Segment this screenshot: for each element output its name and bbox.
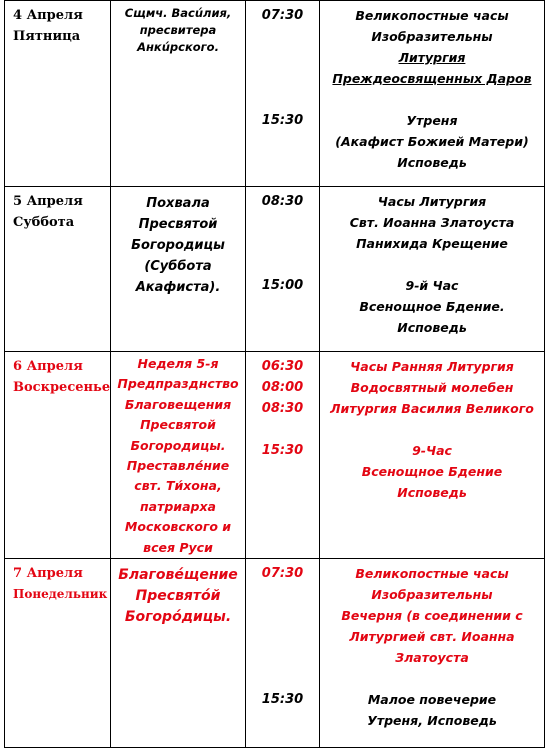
date-label: 6 Апреля xyxy=(13,359,83,374)
saint-cell xyxy=(111,1,246,187)
saint-line: Богоро́дицы. xyxy=(124,609,232,626)
time-value: 15:00 xyxy=(261,278,304,293)
date-label: 4 Апреля xyxy=(13,8,83,23)
services-cell xyxy=(320,187,545,352)
service-line: 9-Час xyxy=(412,443,452,458)
saint-line: пресвитера xyxy=(139,23,217,37)
saint-line: Сщмч. Васúлия, xyxy=(124,6,232,20)
saint-line: Благове́щение xyxy=(118,567,238,584)
saint-line: всея Руси xyxy=(143,539,213,555)
saint-line: Богородицы xyxy=(131,238,225,253)
service-line-underlined: Литургия xyxy=(398,50,466,65)
saint-cell xyxy=(111,559,246,748)
service-line: Утреня xyxy=(406,113,458,128)
saint-line: патриарха xyxy=(140,498,216,514)
service-line: Панихида Крещение xyxy=(356,236,508,251)
service-line: (Акафист Божией Матери) xyxy=(335,134,529,149)
saint-line: свт. Ти́хона, xyxy=(134,478,222,494)
date-label: 5 Апреля xyxy=(13,194,83,209)
time-value: 07:30 xyxy=(261,8,304,23)
saint-line: Московского и xyxy=(124,519,232,535)
time-value: 08:00 xyxy=(261,380,304,395)
table-row xyxy=(5,559,545,748)
service-line: Вечерня (в соединении с xyxy=(341,608,523,624)
service-line: Часы Ранняя Литургия xyxy=(350,359,514,374)
weekday-label: Понедельник xyxy=(13,587,108,602)
time-cell xyxy=(246,187,320,352)
weekday-label: Воскресенье xyxy=(13,380,111,395)
service-line: 9-й Час xyxy=(405,278,459,293)
service-line: Всенощное Бдение. xyxy=(359,299,505,314)
service-line: Изобразительны xyxy=(371,29,493,44)
saint-line: Пресвятой xyxy=(140,417,216,433)
service-line: Малое повечерие xyxy=(367,692,497,708)
service-line: Литургия Василия Великого xyxy=(330,401,534,416)
schedule-table xyxy=(4,0,545,748)
service-line: Часы Литургия xyxy=(377,194,487,209)
time-value: 07:30 xyxy=(261,566,304,582)
time-cell xyxy=(246,352,320,559)
time-value: 15:30 xyxy=(261,692,304,708)
saint-line: Неделя 5-я xyxy=(137,356,219,371)
saint-line: Благовещения xyxy=(124,396,232,412)
saint-line: Пресвятой xyxy=(138,217,218,232)
weekday-label: Пятница xyxy=(13,29,81,44)
service-line: Великопостные часы xyxy=(355,566,509,582)
saint-line: Богородицы. xyxy=(130,437,226,453)
date-cell xyxy=(5,352,111,559)
service-line: Изобразительны xyxy=(371,587,493,603)
time-cell xyxy=(246,1,320,187)
service-line: Великопостные часы xyxy=(355,8,509,23)
table-row xyxy=(5,187,545,352)
service-line: Утреня, Исповедь xyxy=(367,713,497,729)
time-value: 08:30 xyxy=(261,401,304,416)
service-line: Исповедь xyxy=(397,485,467,500)
saint-line: Похвала xyxy=(146,196,210,211)
date-label: 7 Апреля xyxy=(13,566,83,582)
saint-line: Преставле́ние xyxy=(126,458,230,474)
weekday-label: Суббота xyxy=(13,215,75,230)
service-line: Свт. Иоанна Златоуста xyxy=(349,215,515,230)
service-line: Златоуста xyxy=(395,650,469,666)
service-line: Литургией свт. Иоанна xyxy=(349,629,515,645)
saint-line: Пресвято́й xyxy=(135,588,221,605)
services-cell xyxy=(320,352,545,559)
saint-cell xyxy=(111,352,246,559)
service-line-underlined: Преждеосвященных Даров xyxy=(332,71,532,86)
saint-cell xyxy=(111,187,246,352)
saint-line: (Суббота xyxy=(144,259,212,274)
saint-line: Предпразднство xyxy=(117,376,239,392)
service-line: Водосвятный молебен xyxy=(350,380,514,395)
time-value: 15:30 xyxy=(261,443,304,458)
saint-line: Акафиста). xyxy=(135,280,221,295)
time-value: 08:30 xyxy=(261,194,304,209)
service-line: Исповедь xyxy=(397,320,467,335)
date-cell xyxy=(5,559,111,748)
time-value: 06:30 xyxy=(261,359,304,374)
services-cell xyxy=(320,1,545,187)
time-value: 15:30 xyxy=(261,113,304,128)
time-cell xyxy=(246,559,320,748)
saint-line: Анкúрского. xyxy=(137,40,219,54)
table-row xyxy=(5,352,545,559)
service-line: Исповедь xyxy=(397,155,467,170)
service-line: Всенощное Бдение xyxy=(361,464,503,479)
services-cell xyxy=(320,559,545,748)
date-cell xyxy=(5,1,111,187)
table-row xyxy=(5,1,545,187)
date-cell xyxy=(5,187,111,352)
